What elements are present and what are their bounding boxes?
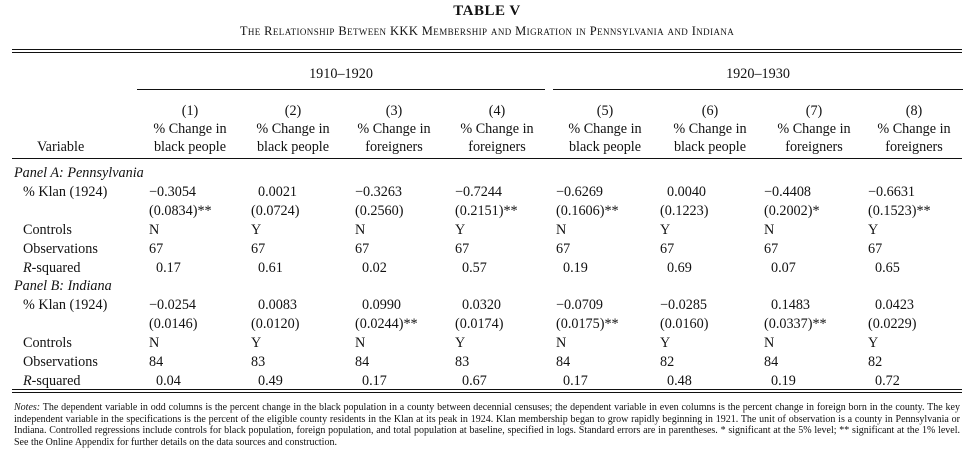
table-caption: The Relationship Between KKK Membership and Migration in Pennsylvania and Indiana	[239, 24, 735, 38]
group-header-1920-1930: 1920–1930	[726, 66, 790, 82]
panel-a-r-squared-col3: 0.02	[362, 260, 387, 276]
panel-b-coefficient-col1: −0.0254	[149, 297, 197, 313]
panel-b-observations-col5: 84	[556, 354, 571, 370]
panel-a-coefficient-col1: −0.3054	[149, 184, 197, 200]
column-2-header-line2: black people	[256, 139, 330, 155]
panel-a-standard-error-col4: (0.2151)**	[455, 203, 518, 219]
panel-b-r-squared-col1: 0.04	[156, 373, 181, 389]
panel-b-coefficient-col5: −0.0709	[556, 297, 604, 313]
column-6-header-line2: black people	[673, 139, 747, 155]
column-6-header-num: (6)	[701, 103, 719, 119]
column-3-header-line2: foreigners	[365, 139, 423, 155]
column-1-header-line2: black people	[153, 139, 227, 155]
panel-b-observations-col7: 84	[764, 354, 779, 370]
panel-a-standard-error-col8: (0.1523)**	[868, 203, 931, 219]
column-4-header-line2: foreigners	[468, 139, 526, 155]
panel-b-klan-label: % Klan (1924)	[23, 297, 108, 313]
panel-b-observations-col1: 84	[149, 354, 164, 370]
panel-b-r-squared-col4: 0.67	[462, 373, 487, 389]
panel-b-observations-label: Observations	[23, 354, 98, 370]
panel-a-controls-col3: N	[355, 222, 366, 238]
column-7-header-line1: % Change in	[777, 121, 851, 137]
panel-a-r-squared-col2: 0.61	[258, 260, 283, 276]
panel-a-observations-col2: 67	[251, 241, 266, 257]
panel-b-controls-col2: Y	[251, 335, 262, 351]
panel-b-controls-col4: Y	[455, 335, 466, 351]
panel-a-controls-col4: Y	[455, 222, 466, 238]
column-4-header-line1: % Change in	[460, 121, 534, 137]
column-5-header-num: (5)	[596, 103, 614, 119]
column-3-header-line1: % Change in	[357, 121, 431, 137]
panel-a-r-squared-col4: 0.57	[462, 260, 487, 276]
panel-b-standard-error-col8: (0.0229)	[868, 316, 917, 332]
group-header-1910-1920: 1910–1920	[309, 66, 373, 82]
panel-b-coefficient-col4: 0.0320	[462, 297, 502, 313]
bottom-rule-1	[12, 389, 962, 390]
top-rule-1	[12, 49, 962, 50]
column-4-header-num: (4)	[488, 103, 506, 119]
panel-b-r-squared-col7: 0.19	[771, 373, 796, 389]
column-2-header-line1: % Change in	[256, 121, 330, 137]
panel-a-r-squared-col6: 0.69	[667, 260, 692, 276]
group-underline-1920-1930	[553, 89, 963, 90]
panel-a-standard-error-col5: (0.1606)**	[556, 203, 619, 219]
panel-b-controls-col6: Y	[660, 335, 671, 351]
panel-a-standard-error-col7: (0.2002)*	[764, 203, 820, 219]
panel-a-standard-error-col2: (0.0724)	[251, 203, 300, 219]
top-rule-2	[12, 52, 962, 53]
panel-a-r-squared-label-rest: -squared	[31, 260, 81, 276]
panel-a-r-squared-col5: 0.19	[563, 260, 588, 276]
column-8-header-line1: % Change in	[877, 121, 951, 137]
bottom-rule-2	[12, 392, 962, 393]
panel-a-observations-label: Observations	[23, 241, 98, 257]
panel-a-standard-error-col1: (0.0834)**	[149, 203, 212, 219]
panel-a-observations-col8: 67	[868, 241, 883, 257]
panel-a-observations-col6: 67	[660, 241, 675, 257]
panel-a-controls-col6: Y	[660, 222, 671, 238]
panel-b-r-squared-col2: 0.49	[258, 373, 283, 389]
column-2-header-num: (2)	[284, 103, 302, 119]
panel-b-controls-col3: N	[355, 335, 366, 351]
panel-b-observations-col2: 83	[251, 354, 266, 370]
panel-b-controls-col7: N	[764, 335, 775, 351]
panel-b-title: Panel B: Indiana	[14, 278, 112, 294]
panel-b-standard-error-col6: (0.0160)	[660, 316, 709, 332]
panel-a-coefficient-col8: −0.6631	[868, 184, 916, 200]
panel-a-r-squared-label	[23, 261, 81, 275]
column-8-header-num: (8)	[905, 103, 923, 119]
column-1-header-num: (1)	[181, 103, 199, 119]
panel-a-standard-error-col3: (0.2560)	[355, 203, 404, 219]
variable-header: Variable	[37, 139, 85, 155]
panel-b-coefficient-col2: 0.0083	[258, 297, 298, 313]
panel-b-standard-error-col1: (0.0146)	[149, 316, 198, 332]
panel-a-observations-col3: 67	[355, 241, 370, 257]
column-1-header-line1: % Change in	[153, 121, 227, 137]
panel-a-observations-col5: 67	[556, 241, 571, 257]
panel-b-r-squared-col5: 0.17	[563, 373, 588, 389]
panel-a-r-squared-col8: 0.65	[875, 260, 900, 276]
panel-a-controls-col1: N	[149, 222, 160, 238]
panel-a-controls-col2: Y	[251, 222, 262, 238]
panel-b-r-squared-label	[23, 374, 81, 388]
panel-b-r-squared-col8: 0.72	[875, 373, 900, 389]
column-5-header-line2: black people	[568, 139, 642, 155]
notes-text: The dependent variable in odd columns is the percent change in the black population in a county between decennial censuses; the dependent variable in even columns is the percent change in foreign born in the county. The key independent variable in the specifications is the percent of the eligible county residents in the Klan at its peak in 1924. Klan membership began to grow rapidly beginning in 1921. The unit of observation is a county in Pennsylvania or Indiana. Controlled regressions include controls for black population, foreign population, and total population at baseline, specified in logs. Standard errors are in parentheses. * significant at the 5% level; ** significant at the 1% level. See the Online Appendix for further details on the data sources and construction.	[14, 402, 960, 448]
panel-a-controls-col5: N	[556, 222, 567, 238]
panel-b-standard-error-col5: (0.0175)**	[556, 316, 619, 332]
panel-a-controls-label: Controls	[23, 222, 72, 238]
panel-b-observations-col8: 82	[868, 354, 883, 370]
panel-a-klan-label: % Klan (1924)	[23, 184, 108, 200]
table-label: TABLE V	[453, 3, 521, 19]
panel-a-controls-col8: Y	[868, 222, 879, 238]
panel-b-controls-col8: Y	[868, 335, 879, 351]
panel-b-controls-label: Controls	[23, 335, 72, 351]
panel-a-r-squared-col1: 0.17	[156, 260, 181, 276]
panel-b-observations-col3: 84	[355, 354, 370, 370]
panel-b-standard-error-col2: (0.0120)	[251, 316, 300, 332]
panel-b-controls-col5: N	[556, 335, 567, 351]
table-notes	[14, 402, 960, 448]
notes-label: Notes:	[14, 402, 41, 413]
panel-b-r-squared-col3: 0.17	[362, 373, 387, 389]
panel-a-coefficient-col5: −0.6269	[556, 184, 604, 200]
panel-b-controls-col1: N	[149, 335, 160, 351]
panel-b-standard-error-col3: (0.0244)**	[355, 316, 418, 332]
panel-a-r-squared-col7: 0.07	[771, 260, 796, 276]
panel-a-coefficient-col4: −0.7244	[455, 184, 503, 200]
panel-b-r-squared-label-italic: R	[23, 373, 32, 389]
panel-a-observations-col4: 67	[455, 241, 470, 257]
panel-a-observations-col1: 67	[149, 241, 164, 257]
panel-a-coefficient-col7: −0.4408	[764, 184, 812, 200]
panel-b-observations-col6: 82	[660, 354, 675, 370]
panel-a-controls-col7: N	[764, 222, 775, 238]
panel-b-r-squared-col6: 0.48	[667, 373, 692, 389]
panel-a-coefficient-col2: 0.0021	[258, 184, 298, 200]
header-rule	[12, 158, 962, 159]
panel-b-coefficient-col6: −0.0285	[660, 297, 708, 313]
panel-a-coefficient-col6: 0.0040	[667, 184, 707, 200]
group-underline-1910-1920	[137, 89, 545, 90]
column-5-header-line1: % Change in	[568, 121, 642, 137]
panel-b-coefficient-col3: 0.0990	[362, 297, 402, 313]
column-7-header-line2: foreigners	[785, 139, 843, 155]
column-3-header-num: (3)	[385, 103, 403, 119]
panel-a-standard-error-col6: (0.1223)	[660, 203, 709, 219]
panel-b-standard-error-col4: (0.0174)	[455, 316, 504, 332]
panel-a-r-squared-label-italic: R	[23, 260, 32, 276]
panel-b-coefficient-col7: 0.1483	[771, 297, 811, 313]
panel-b-r-squared-label-rest: -squared	[31, 373, 81, 389]
panel-b-observations-col4: 83	[455, 354, 470, 370]
column-7-header-num: (7)	[805, 103, 823, 119]
panel-a-title: Panel A: Pennsylvania	[14, 165, 144, 181]
panel-b-standard-error-col7: (0.0337)**	[764, 316, 827, 332]
panel-a-observations-col7: 67	[764, 241, 779, 257]
column-6-header-line1: % Change in	[673, 121, 747, 137]
panel-b-coefficient-col8: 0.0423	[875, 297, 915, 313]
panel-a-coefficient-col3: −0.3263	[355, 184, 403, 200]
column-8-header-line2: foreigners	[885, 139, 943, 155]
